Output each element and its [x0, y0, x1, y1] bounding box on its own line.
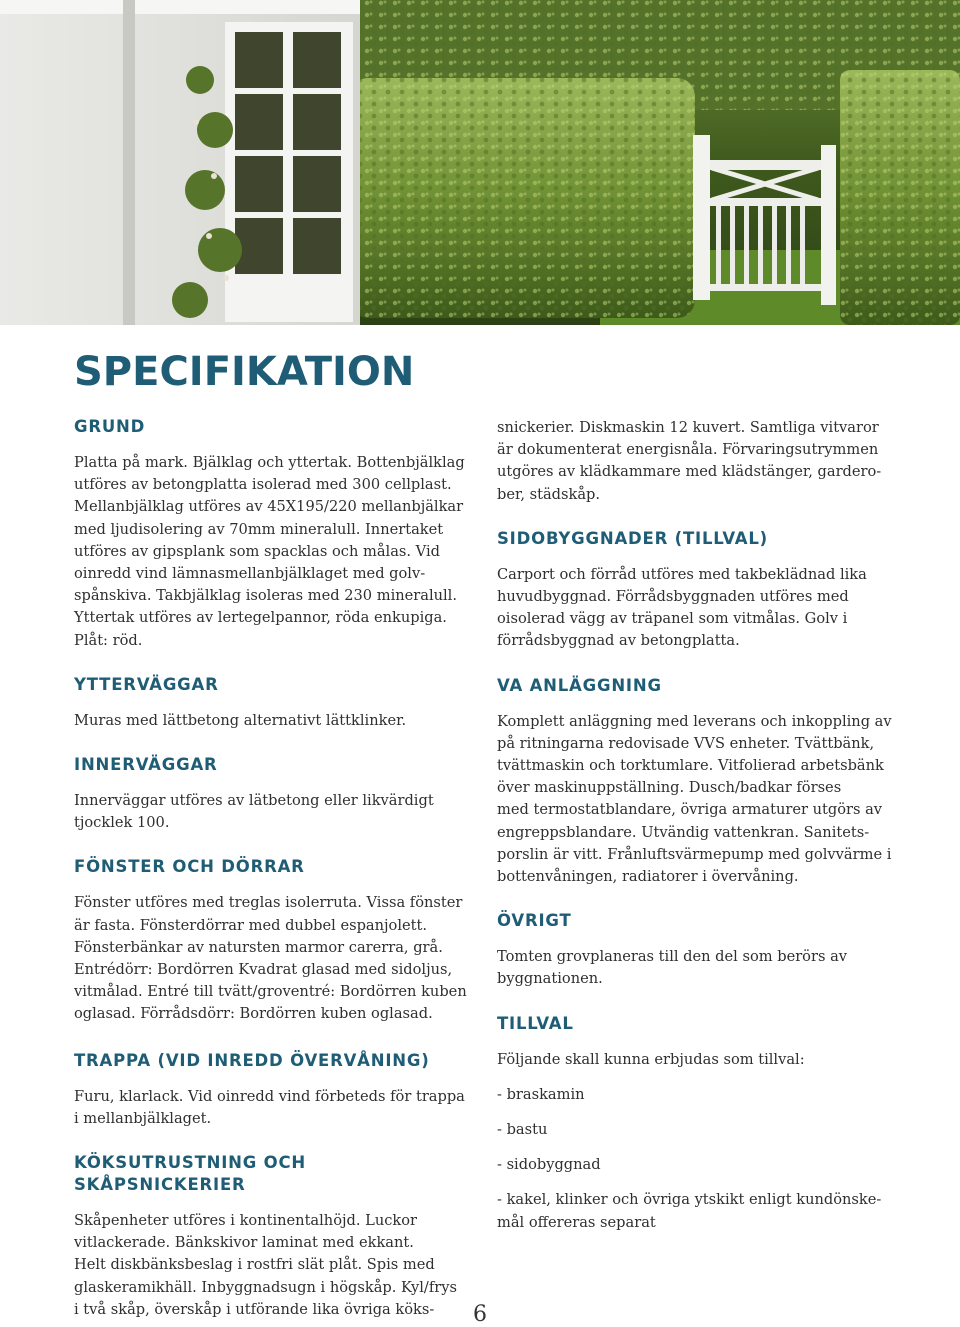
section-grund — [74, 416, 474, 652]
section-text: Skåpenheter utföres i kontinentalhöjd. Luckor vitlackerade. Bänkskivor laminat med ekkant. Helt diskbänksbeslag i rostfri slät plåt. Spis med glaskeramikhäll. Inbyggnadsugn i högskåp. Kyl/frys i två skåp, överskåp i utförande lika övriga köks- — [74, 1212, 457, 1318]
tillval-intro: Följande skall kunna erbjudas som tillval: — [497, 1050, 805, 1068]
section-va-anlaggning — [497, 675, 892, 889]
section-heading: FÖNSTER OCH DÖRRAR — [74, 857, 305, 877]
section-text: Komplett anläggning med leverans och inkoppling av på ritningarna redovisade VVS enheter. Tvättbänk, tvättmaskin och torktumlare. Vitfolierad arbetsbänk över maskinuppställning. Dusch/badkar förses med termostatblandare, övriga armaturer utgörs av engreppsblandare. Utvändig vattenkran. Sanitets- porslin är vitt. Frånluftsvärmepump med golvvärme i bottenvåningen, radiatorer i övervåning. — [497, 712, 892, 886]
section-heading: VA ANLÄGGNING — [497, 675, 662, 695]
list-item: - bastu — [497, 1121, 548, 1139]
section-heading: INNERVÄGGAR — [74, 755, 218, 775]
section-heading: TILLVAL — [497, 1013, 574, 1033]
section-sidobyggnader — [497, 528, 892, 653]
page-title: SPECIFIKATION — [74, 349, 415, 395]
section-yttervaggar — [74, 674, 474, 732]
section-heading: YTTERVÄGGAR — [74, 674, 219, 694]
section-heading: ÖVRIGT — [497, 911, 572, 931]
section-heading: SIDOBYGGNADER (TILLVAL) — [497, 528, 769, 548]
section-trappa — [74, 1050, 474, 1130]
section-text: Innerväggar utföres av lätbetong eller likvärdigt tjocklek 100. — [74, 792, 434, 832]
section-text: Furu, klarlack. Vid oinredd vind förbeteds för trappa i mellanbjälklaget. — [74, 1087, 465, 1127]
list-item: - kakel, klinker och övriga ytskikt enligt kundönske- mål offereras separat — [497, 1191, 882, 1231]
page-number: 6 — [473, 1302, 487, 1327]
section-tillval — [497, 1013, 892, 1234]
list-item: - braskamin — [497, 1085, 585, 1103]
section-text: Platta på mark. Bjälklag och yttertak. Bottenbjälklag utföres av betongplatta isolerad med 300 cellplast. Mellanbjälklag utföres av 45X195/220 mellanbjälkar med ljudisolering av 70mm mineralull. Innertaket utföres av gipsplank som spacklas och målas. Vid oinredd vind lämnasmellanbjälklaget med golv- spånskiva. Takbjälklag isoleras med 230 mineralull. Yttertak utföres av lertegelpannor, röda enkupiga. Plåt: röd. — [74, 454, 465, 649]
section-text: Tomten grovplaneras till den del som berörs av byggnationen. — [497, 948, 848, 988]
right-column — [497, 417, 892, 1247]
section-text: Fönster utföres med treglas isolerruta. Vissa fönster är fasta. Fönsterdörrar med dubbel espanjolett. Fönsterbänkar av natursten marmor carerra, grå. Entrédörr: Bordörren Kvadrat glasad med sidoljus, vitmålad. Entré till tvätt/groventré: Bordörren kuben oglasad. Förrådsdörr: Bordörren kuben oglasad. — [74, 894, 467, 1023]
section-heading: GRUND — [74, 417, 146, 436]
section-heading: TRAPPA (VID INREDD ÖVERVÅNING) — [74, 1050, 430, 1070]
section-koksutrustning — [74, 1152, 474, 1321]
section-text: Muras med lättbetong alternativt lättklinker. — [74, 711, 407, 729]
garden-gate-photo — [0, 0, 960, 325]
section-heading: KÖKSUTRUSTNING OCH SKÅPSNICKERIER — [74, 1153, 307, 1195]
section-innervaggar — [74, 754, 474, 834]
hero-photo — [0, 0, 960, 325]
section-ovrigt — [497, 910, 892, 990]
left-column — [74, 416, 474, 1321]
section-fonster-och-dorrar — [74, 856, 474, 1025]
list-item: - sidobyggnad — [497, 1156, 601, 1174]
continuation-text: snickerier. Diskmaskin 12 kuvert. Samtliga vitvaror är dokumenterat energisnåla. Förvaringsutrymmen utgöres av klädkammare med klädstänger, gardero- ber, städskåp. — [497, 419, 882, 503]
section-text: Carport och förråd utföres med takbeklädnad lika huvudbyggnad. Förrådsbyggnaden utföres med oisolerad vägg av träpanel som vitmålas. Golv i förrådsbyggnad av betongplatta. — [497, 565, 867, 650]
